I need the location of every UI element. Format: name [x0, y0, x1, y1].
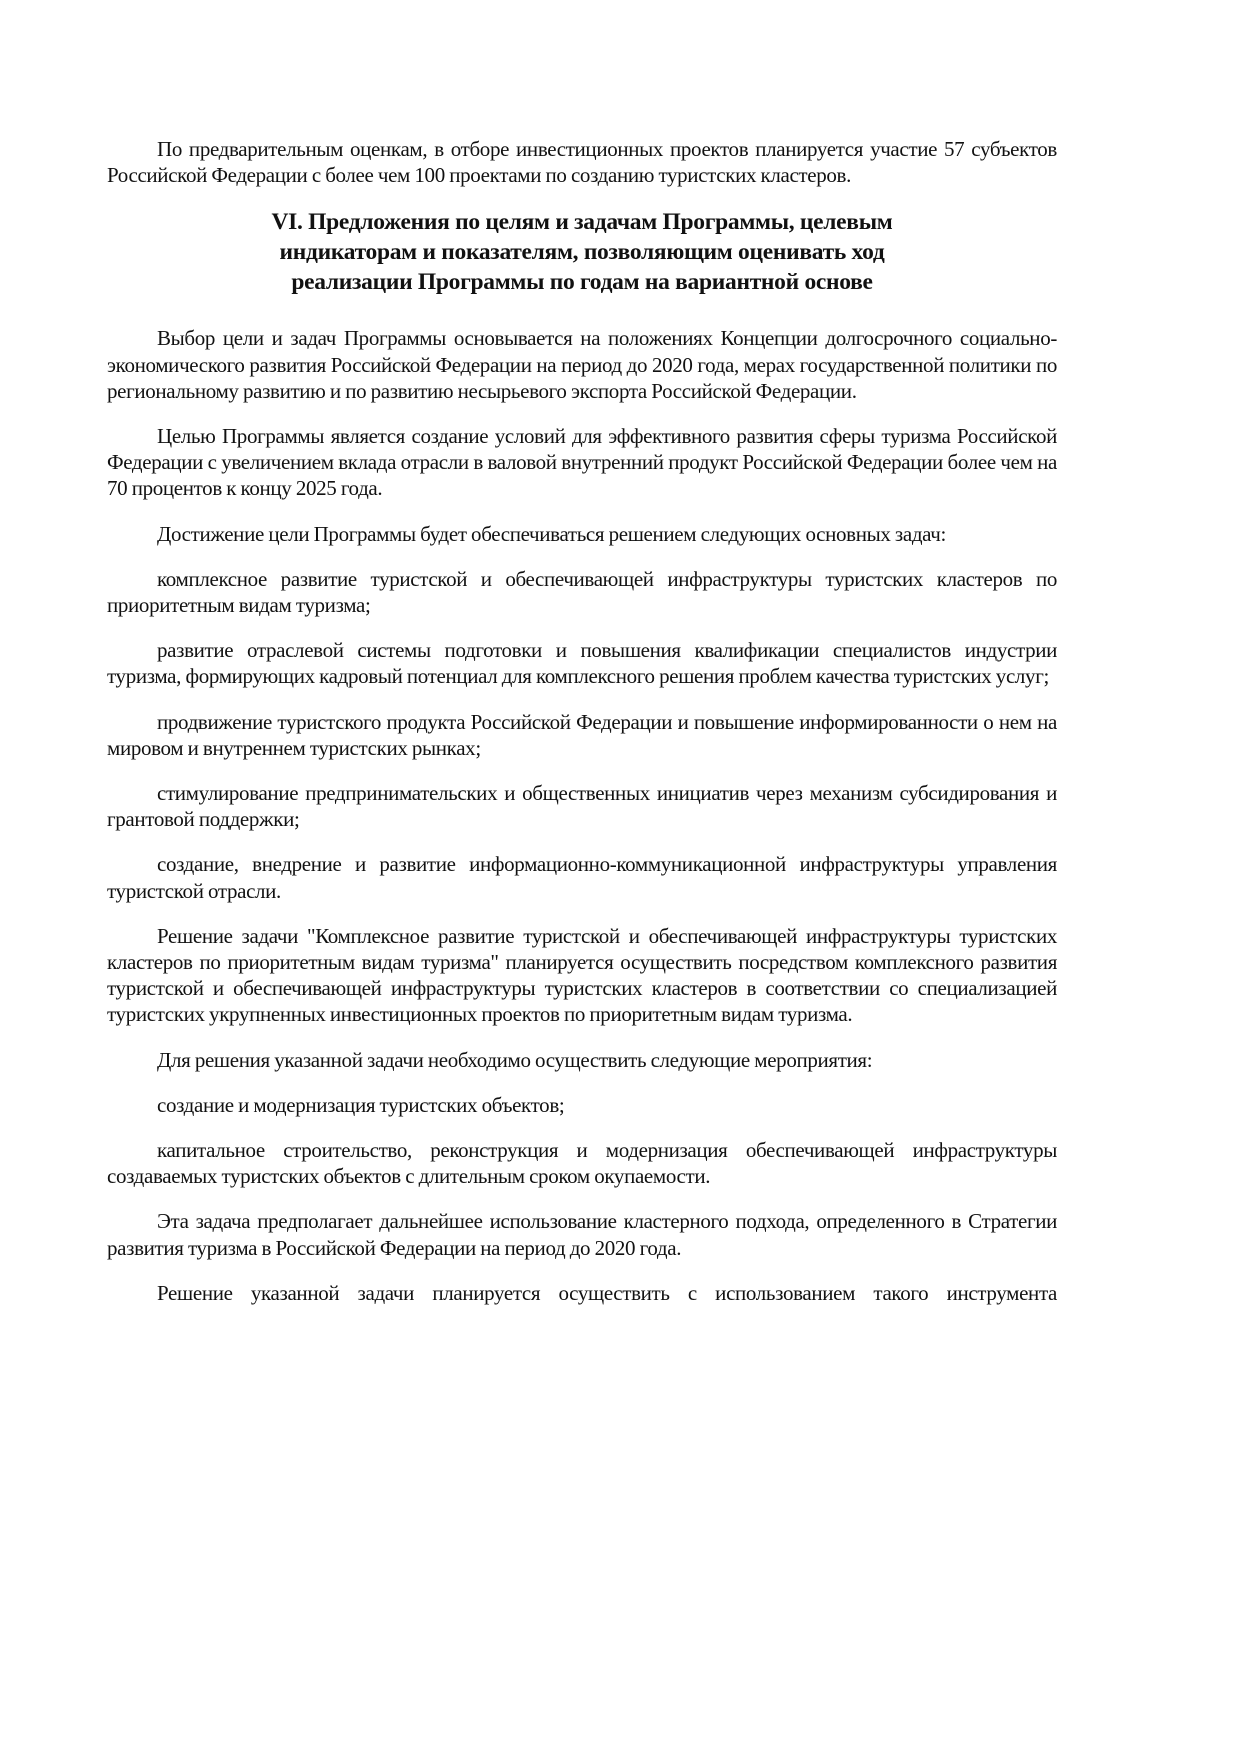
- task-item: продвижение туристского продукта Российской Федерации и повышение информированности о нем на мировом и внутреннем туристских рынках;: [107, 709, 1057, 760]
- paragraph-task-solution: Решение задачи "Комплексное развитие туристской и обеспечивающей инфраструктуры туристских кластеров по приоритетным видам туризма" планируется осуществить посредством комплексного развития туристской и обеспечивающей инфраструктуры туристских кластеров в соответствии со специализацией туристских укрупненных инвестиционных проектов по приоритетным видам туризма.: [107, 923, 1057, 1027]
- paragraph-goal: Целью Программы является создание условий для эффективного развития сферы туризма Российской Федерации с увеличением вклада отрасли в валовой внутренний продукт Российской Федерации более чем на 70 процентов к концу 2025 года.: [107, 424, 1057, 501]
- paragraph-tasks-intro: Достижение цели Программы будет обеспечиваться решением следующих основных задач:: [157, 521, 946, 546]
- task-item: развитие отраслевой системы подготовки и повышения квалификации специалистов индустрии туризма, формирующих кадровый потенциал для комплексного решения проблем качества туристских услуг;: [107, 638, 1057, 689]
- task-item: комплексное развитие туристской и обеспечивающей инфраструктуры туристских кластеров по приоритетным видам туризма;: [107, 566, 1057, 618]
- section-heading: [107, 207, 1057, 297]
- measure-item: создание и модернизация туристских объектов;: [157, 1092, 565, 1117]
- measure-item: капитальное строительство, реконструкция и модернизация обеспечивающей инфраструктуры создаваемых туристских объектов с длительным сроком окупаемости.: [107, 1138, 1057, 1189]
- intro-paragraph: По предварительным оценкам, в отборе инвестиционных проектов планируется участие 57 субъектов Российской Федерации с более чем 100 проектами по созданию туристских кластеров.: [107, 137, 1057, 188]
- section-heading-line: VI. Предложения по целям и задачам Программы, целевым: [271, 209, 893, 236]
- document-page: [107, 136, 1057, 1325]
- paragraph-cluster-approach: Эта задача предполагает дальнейшее использование кластерного подхода, определенного в Стратегии развития туризма в Российской Федерации на период до 2020 года.: [107, 1209, 1057, 1260]
- paragraph-instrument: Решение указанной задачи планируется осуществить с использованием такого инструмента: [157, 1280, 1057, 1305]
- task-item: создание, внедрение и развитие информационно-коммуникационной инфраструктуры управления туристской отрасли.: [107, 852, 1057, 903]
- section-heading-line: реализации Программы по годам на вариантной основе: [291, 269, 873, 296]
- section-heading-line: индикаторам и показателям, позволяющим оценивать ход: [279, 239, 885, 266]
- paragraph-basis: Выбор цели и задач Программы основывается на положениях Концепции долгосрочного социально-экономического развития Российской Федерации на период до 2020 года, мерах государственной политики по региональному развитию и по развитию несырьевого экспорта Российской Федерации.: [107, 326, 1057, 403]
- paragraph-measures-intro: Для решения указанной задачи необходимо осуществить следующие мероприятия:: [157, 1047, 873, 1072]
- task-item: стимулирование предпринимательских и общественных инициатив через механизм субсидирования и грантовой поддержки;: [107, 781, 1057, 832]
